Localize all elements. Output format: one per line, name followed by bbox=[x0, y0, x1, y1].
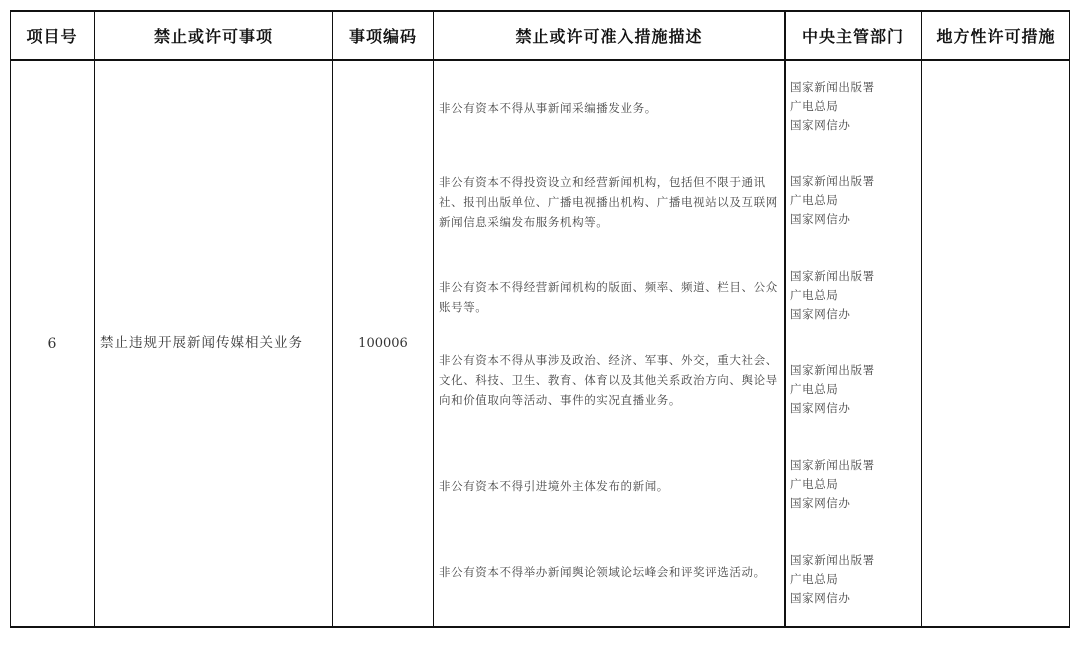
department: 国家新闻出版署 bbox=[790, 553, 875, 567]
department: 广电总局 bbox=[790, 572, 839, 586]
item-number: 6 bbox=[47, 335, 57, 352]
measure-description: 非公有资本不得从事涉及政治、经济、军事、外交，重大社会、文化、科技、卫生、教育、体育以及其他关系政治方向、舆论导向和价值取向等活动、事件的实况直播业务。 bbox=[439, 353, 778, 407]
header-measure-description: 禁止或许可准入措施描述 bbox=[515, 26, 703, 46]
header-central-department: 中央主管部门 bbox=[801, 26, 904, 46]
department: 广电总局 bbox=[790, 99, 839, 113]
header-local-measures: 地方性许可措施 bbox=[936, 26, 1056, 46]
item-name-cell bbox=[95, 61, 332, 626]
column-divider bbox=[433, 10, 434, 628]
measure-description: 非公有资本不得举办新闻舆论领域论坛峰会和评奖评选活动。 bbox=[439, 565, 766, 579]
department-list bbox=[790, 172, 918, 229]
department: 广电总局 bbox=[790, 382, 839, 396]
department: 国家网信办 bbox=[790, 591, 851, 605]
department: 广电总局 bbox=[790, 193, 839, 207]
department: 国家新闻出版署 bbox=[790, 458, 875, 472]
header-item-name: 禁止或许可事项 bbox=[153, 26, 273, 46]
local-measures-cell bbox=[922, 61, 1070, 626]
department-list bbox=[790, 78, 918, 135]
department: 国家网信办 bbox=[790, 307, 851, 321]
measure-description: 非公有资本不得经营新闻机构的版面、频率、频道、栏目、公众账号等。 bbox=[439, 280, 778, 314]
measure-description: 非公有资本不得从事新闻采编播发业务。 bbox=[439, 101, 657, 115]
department: 国家网信办 bbox=[790, 496, 851, 510]
column-divider bbox=[784, 10, 786, 628]
department: 国家网信办 bbox=[790, 401, 851, 415]
department-list bbox=[790, 361, 918, 418]
measure-description: 非公有资本不得投资设立和经营新闻机构，包括但不限于通讯社、报刊出版单位、广播电视播出机构、广播电视站以及互联网新闻信息采编发布服务机构等。 bbox=[439, 175, 778, 229]
header-code: 事项编码 bbox=[348, 26, 417, 46]
department: 国家新闻出版署 bbox=[790, 174, 875, 188]
item-name: 禁止违规开展新闻传媒相关业务 bbox=[100, 335, 303, 351]
measure-description: 非公有资本不得引进境外主体发布的新闻。 bbox=[439, 479, 669, 493]
department: 国家新闻出版署 bbox=[790, 269, 875, 283]
department-list bbox=[790, 267, 918, 324]
item-code: 100006 bbox=[358, 336, 408, 351]
table-bottom-border bbox=[10, 626, 1070, 628]
department: 广电总局 bbox=[790, 288, 839, 302]
department: 广电总局 bbox=[790, 477, 839, 491]
department: 国家网信办 bbox=[790, 118, 851, 132]
department: 国家网信办 bbox=[790, 212, 851, 226]
code-cell bbox=[333, 61, 433, 626]
department-list bbox=[790, 551, 918, 608]
department: 国家新闻出版署 bbox=[790, 80, 875, 94]
department: 国家新闻出版署 bbox=[790, 363, 875, 377]
department-list bbox=[790, 456, 918, 513]
item-number-cell bbox=[10, 61, 94, 626]
header-item-number: 项目号 bbox=[26, 26, 78, 46]
